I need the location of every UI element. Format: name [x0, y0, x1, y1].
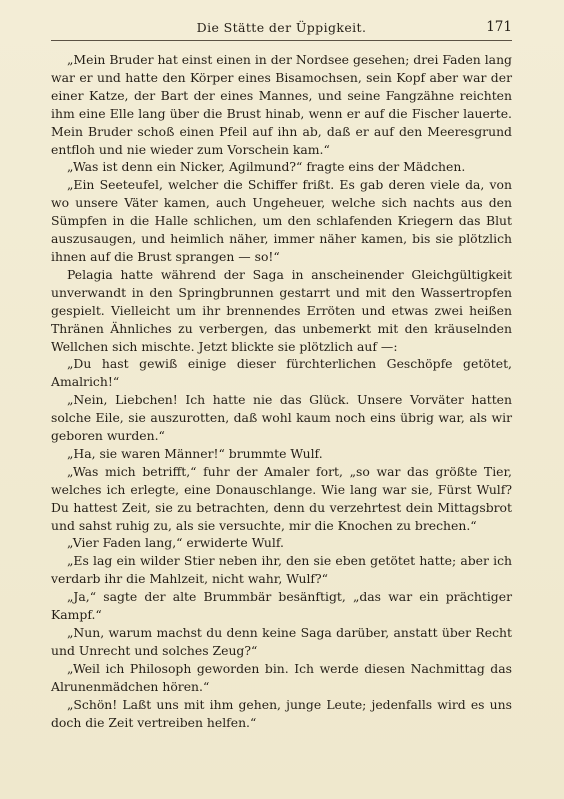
paragraph: „Ha, sie waren Männer!“ brummte Wulf.: [67, 445, 323, 461]
paragraph: „Du hast gewiß einige dieser fürchterlichen Geschöpfe getötet, Amalrich!“: [51, 356, 512, 390]
page-number: 171: [486, 19, 512, 35]
body-text: [51, 51, 512, 731]
paragraph: „Nein, Liebchen! Ich hatte nie das Glück. Unsere Vorväter hatten solche Eile, sie auszurotten, daß wohl kaum noch eins übrig war, als wir geboren wurden.“: [51, 392, 512, 444]
paragraph: „Nun, warum machst du denn keine Saga darüber, anstatt über Recht und Unrecht und solches Zeug?“: [51, 625, 512, 658]
paragraph: „Mein Bruder hat einst einen in der Nordsee gesehen; drei Faden lang war er und hatte den Körper eines Bisamochsen, sein Kopf aber war der einer Katze, der Bart der eines Mannes, und seine Fangzähne reichten ihm eine Elle lang über die Brust hinab, wenn er auf die Fischer lauerte. Mein Bruder schoß einen Pfeil auf ihn ab, daß er auf den Meeresgrund entfloh und nie wieder zum Vorschein kam.“: [51, 52, 512, 157]
paragraph: „Was ist denn ein Nicker, Agilmund?“ fragte eins der Mädchen.: [67, 159, 466, 175]
paragraph: „Weil ich Philosoph geworden bin. Ich werde diesen Nachmittag das Alrunenmädchen hören.“: [51, 660, 512, 694]
paragraph: „Was mich betrifft,“ fuhr der Amaler fort, „so war das größte Tier, welches ich erlegte, eine Donauschlange. Wie lang war sie, Fürst Wulf? Du hattest Zeit, sie zu betrachten, denn du verzehrtest dein Mittagsbrot und sahst ruhig zu, als sie versuchte, mir die Knochen zu brechen.“: [51, 463, 512, 533]
running-title: Die Stätte der Üppigkeit.: [196, 20, 367, 35]
paragraph: „Ja,“ sagte der alte Brummbär besänftigt, „das war ein prächtiger Kampf.“: [51, 589, 512, 623]
paragraph: „Ein Seeteufel, welcher die Schiffer frißt. Es gab deren viele da, von wo unsere Väter kamen, auch Ungeheuer, welche sich nachts aus den Sümpfen in die Halle schlichen, um den schlafenden Kriegern das Blut auszusaugen, und heimlich näher, immer näher kamen, bis sie plötzlich ihnen auf die Brust sprangen — so!“: [51, 177, 512, 264]
paragraph: „Vier Faden lang,“ erwiderte Wulf.: [67, 535, 284, 551]
paragraph: „Schön! Laßt uns mit ihm gehen, junge Leute; jedenfalls wird es uns doch die Zeit vertreiben helfen.“: [51, 696, 512, 730]
page-header: [51, 18, 512, 41]
paragraph: „Es lag ein wilder Stier neben ihr, den sie eben getötet hatte; aber ich verdarb ihr die Mahlzeit, nicht wahr, Wulf?“: [51, 553, 512, 587]
paragraph: Pelagia hatte während der Saga in anscheinender Gleichgültigkeit unverwandt in den Springbrunnen gestarrt und mit den Wassertropfen gespielt. Vielleicht um ihr brennendes Erröten und etwas zwei heißen Thränen Ähnliches zu verbergen, das unbemerkt mit den kräuselnden Wellchen sich mischte. Jetzt blickte sie plötzlich auf —:: [51, 266, 512, 354]
